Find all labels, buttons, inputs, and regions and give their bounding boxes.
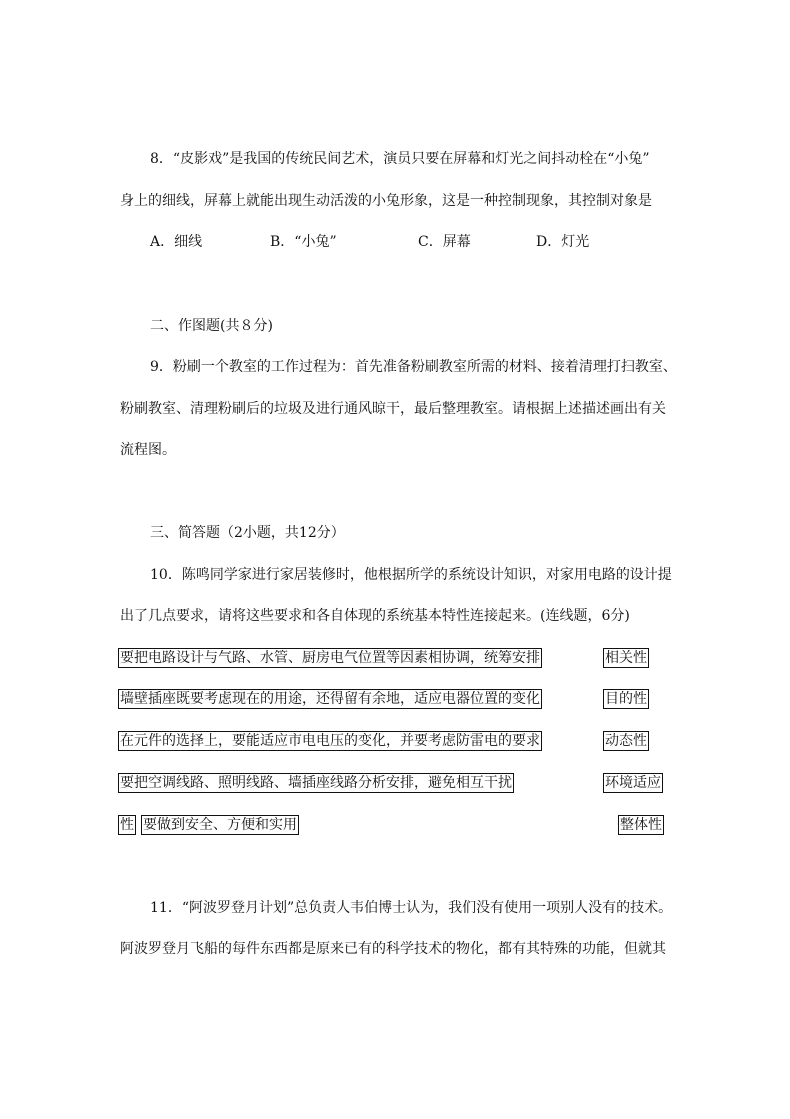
q11-line-1: 11．“阿波罗登月计划”总负责人韦伯博士认为，我们没有使用一项别人没有的技术。 xyxy=(150,900,673,916)
q8-option-a: A．细线 xyxy=(150,234,203,250)
q8-option-d: D．灯光 xyxy=(536,234,590,250)
q9-line-3: 流程图。 xyxy=(120,442,176,458)
q10-requirement-2: 墙壁插座既要考虑现在的用途，还得留有余地，适应电器位置的变化 xyxy=(120,691,540,707)
q10-requirement-3: 在元件的选择上，要能适应市电电压的变化，并要考虑防雷电的要求 xyxy=(120,733,540,749)
section-2-heading: 二、作图题(共８分) xyxy=(150,318,273,334)
q10-requirement-1: 要把电路设计与气路、水管、厨房电气位置等因素相协调，统筹安排 xyxy=(120,650,540,666)
q11-line-2: 阿波罗登月飞船的每件东西都是原来已有的科学技术的物化，都有其特殊的功能，但就其 xyxy=(120,941,666,957)
q10-property-4-continued: 性 xyxy=(120,817,134,833)
q10-requirement-4: 要把空调线路、照明线路、墙插座线路分析安排，避免相互干扰 xyxy=(120,775,512,791)
q10-line-2: 出了几点要求，请将这些要求和各自体现的系统基本特性连接起来。(连线题，6分) xyxy=(120,608,630,624)
q10-property-1: 相关性 xyxy=(605,650,647,666)
q8-line-2: 身上的细线，屏幕上就能出现生动活泼的小兔形象，这是一种控制现象，其控制对象是 xyxy=(120,193,652,209)
q9-line-2: 粉刷教室、清理粉刷后的垃圾及进行通风晾干，最后整理教室。请根据上述描述画出有关 xyxy=(120,401,666,417)
q8-option-b: B．“小兔” xyxy=(270,234,337,250)
q10-property-3: 动态性 xyxy=(605,733,647,749)
q10-property-5: 整体性 xyxy=(620,817,662,833)
q8-option-c: C．屏幕 xyxy=(418,234,471,250)
q9-line-1: 9．粉刷一个教室的工作过程为：首先准备粉刷教室所需的材料、接着清理打扫教室、 xyxy=(150,359,677,375)
q10-property-4: 环境适应 xyxy=(605,775,661,791)
q8-line-1: 8．“皮影戏”是我国的传统民间艺术，演员只要在屏幕和灯光之间抖动栓在“小兔” xyxy=(150,151,650,167)
q10-line-1: 10．陈鸣同学家进行家居装修时，他根据所学的系统设计知识，对家用电路的设计提 xyxy=(150,567,672,583)
section-3-heading: 三、简答题（2小题，共12分） xyxy=(150,525,345,541)
q10-property-2: 目的性 xyxy=(605,691,647,707)
q10-requirement-5: 要做到安全、方便和实用 xyxy=(143,817,297,833)
